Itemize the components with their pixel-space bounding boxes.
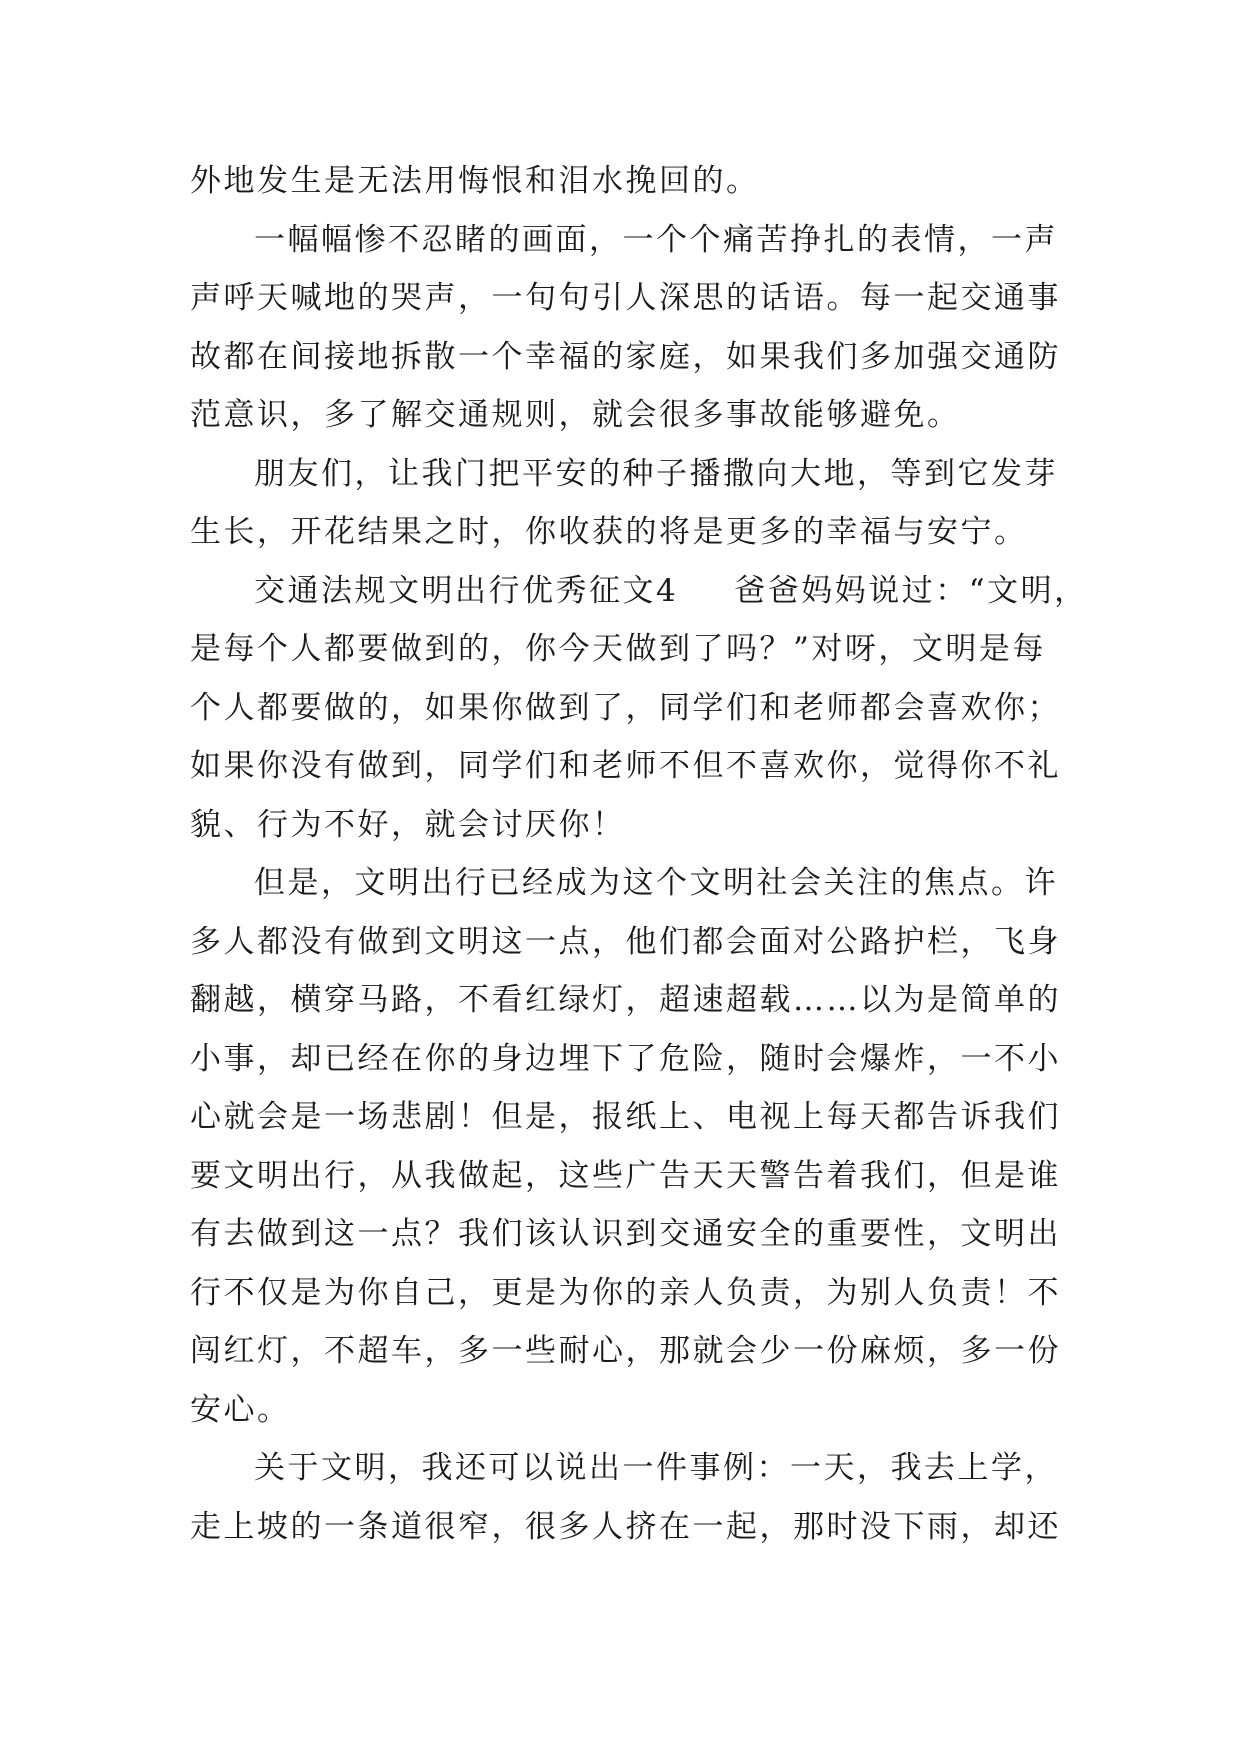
text-line: 要文明出行，从我做起，这些广告天天警告着我们，但是谁 bbox=[190, 1157, 1061, 1194]
body-text bbox=[190, 152, 1088, 1556]
essay-heading: 交通法规文明出行优秀征文4 bbox=[254, 572, 679, 609]
text-line: 声呼天喊地的哭声，一句句引人深思的话语。每一起交通事 bbox=[190, 280, 1061, 316]
text-line: 范意识，多了解交通规则，就会很多事故能够避免。 bbox=[190, 397, 961, 433]
text-line: 安心。 bbox=[190, 1391, 291, 1428]
text-line: 关于文明，我还可以说出一件事例：一天，我去上学， bbox=[254, 1450, 1058, 1486]
text-line: 心就会是一场悲剧！但是，报纸上、电视上每天都告诉我们 bbox=[190, 1099, 1061, 1135]
text-line: 外地发生是无法用悔恨和泪水挽回的。 bbox=[190, 163, 760, 199]
text-line: 走上坡的一条道很窄，很多人挤在一起，那时没下雨，却还 bbox=[190, 1508, 1061, 1545]
text-line: 个人都要做的，如果你做到了，同学们和老师都会喜欢你； bbox=[190, 689, 1061, 726]
text-line: 但是，文明出行已经成为这个文明社会关注的焦点。许 bbox=[254, 865, 1058, 901]
text-line: 多人都没有做到文明这一点，他们都会面对公路护栏，飞身 bbox=[190, 923, 1061, 960]
text-line: 翻越，横穿马路，不看红绿灯，超速超载……以为是简单的 bbox=[190, 982, 1061, 1018]
text-line: 如果你没有做到，同学们和老师不但不喜欢你，觉得你不礼 bbox=[190, 748, 1061, 784]
text-line: 小事，却已经在你的身边埋下了危险，随时会爆炸，一不小 bbox=[190, 1040, 1061, 1077]
text-line: 生长，开花结果之时，你收获的将是更多的幸福与安宁。 bbox=[190, 514, 1028, 550]
text-line bbox=[190, 562, 1088, 621]
text-line: 一幅幅惨不忍睹的画面，一个个痛苦挣扎的表情，一声 bbox=[254, 221, 1058, 258]
text-line-continuation: 爸爸妈妈说过：“文明， bbox=[734, 572, 1088, 609]
text-line: 行不仅是为你自己，更是为你的亲人负责，为别人负责！不 bbox=[190, 1274, 1061, 1311]
text-line: 貌、行为不好，就会讨厌你！ bbox=[190, 806, 626, 843]
text-line: 是每个人都要做到的，你今天做到了吗？”对呀，文明是每 bbox=[190, 631, 1046, 667]
text-line: 故都在间接地拆散一个幸福的家庭，如果我们多加强交通防 bbox=[190, 338, 1061, 375]
text-line: 朋友们，让我门把平安的种子播撒向大地，等到它发芽 bbox=[254, 455, 1058, 492]
text-line: 有去做到这一点？我们该认识到交通安全的重要性，文明出 bbox=[190, 1216, 1061, 1252]
text-line: 闯红灯，不超车，多一些耐心，那就会少一份麻烦，多一份 bbox=[190, 1333, 1061, 1369]
